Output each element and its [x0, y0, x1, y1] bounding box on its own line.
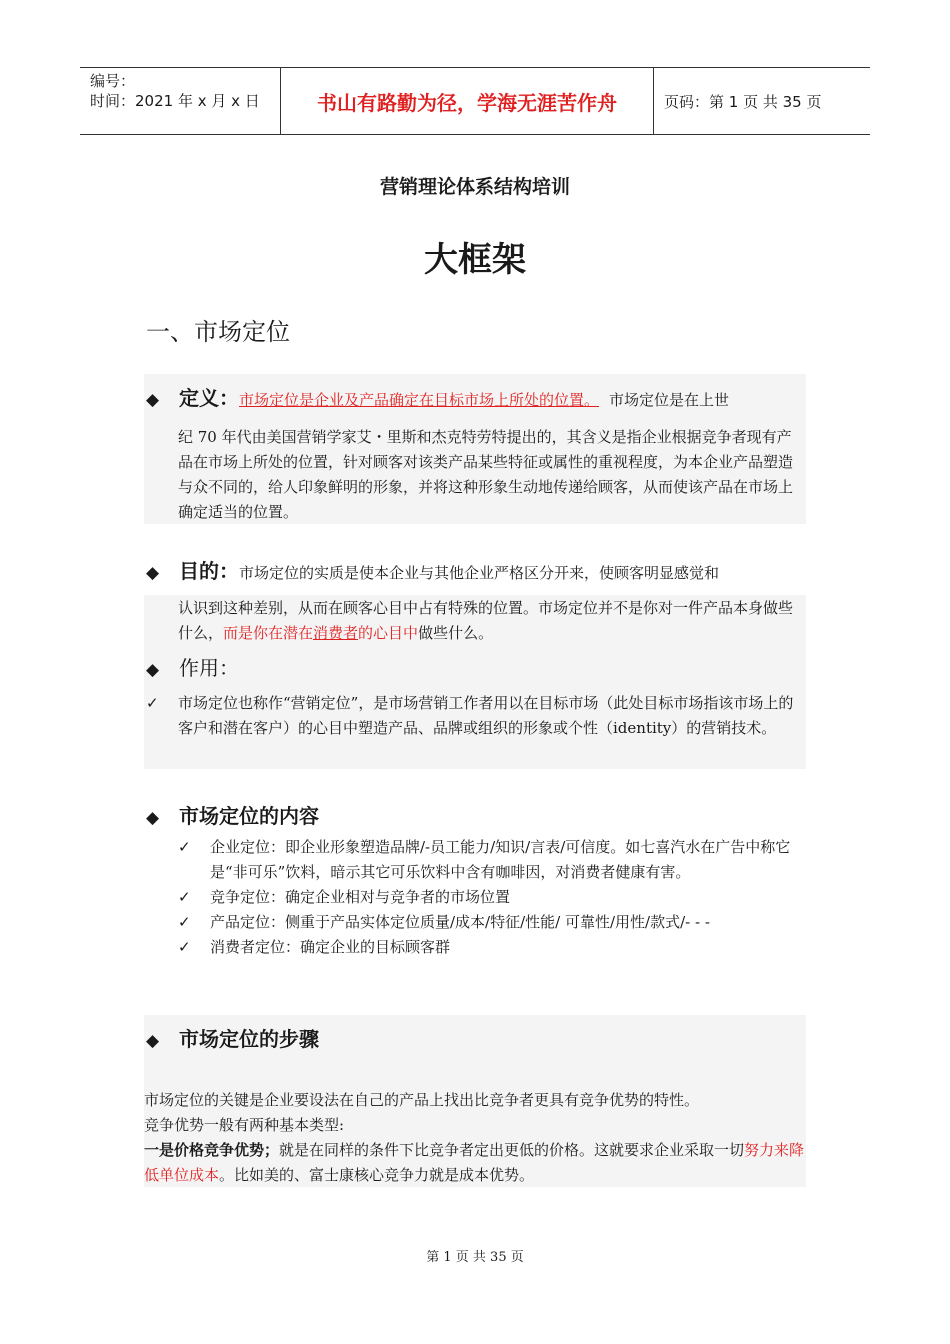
- content-block: [146, 804, 806, 960]
- steps-heading: 市场定位的步骤: [179, 1027, 319, 1051]
- definition-line1: 市场定位是在上世: [609, 391, 730, 409]
- list-item: ✓ 竞争定位：确定企业相对与竞争者的市场位置: [178, 885, 806, 910]
- diamond-bullet-icon: ◆: [146, 390, 160, 410]
- list-item: ✓ 产品定位：侧重于产品实体定位质量/成本/特征/性能/ 可靠性/用性/款式/- - -: [178, 910, 806, 935]
- effect-block: [146, 656, 806, 741]
- check-icon: ✓: [178, 938, 191, 956]
- header-page-info: 页码：第 1 页 共 35 页: [664, 92, 822, 111]
- page-title: 大框架: [424, 240, 526, 280]
- diamond-bullet-icon: ◆: [146, 808, 160, 828]
- check-icon: ✓: [178, 838, 191, 856]
- steps-block: [146, 1027, 806, 1054]
- check-icon: ✓: [178, 888, 191, 906]
- effect-term: 作用：: [179, 656, 239, 680]
- diamond-bullet-icon: ◆: [146, 660, 160, 680]
- definition-body: 纪 70 年代由美国营销学家艾・里斯和杰克特劳特提出的，其含义是指企业根据竞争者现有产品在市场上所处的位置，针对顾客对该类产品某些特征或属性的重视程度，为本企业产品塑造与众不同的，给人印象鲜明的形象，并将这种形象生动地传递给顾客，从而使该产品在市场上确定适当的位置。: [178, 428, 794, 521]
- check-icon: ✓: [146, 694, 159, 712]
- list-item: ✓ 消费者定位：确定企业的目标顾客群: [178, 935, 806, 960]
- header-number: 编号：: [90, 72, 136, 90]
- document-header: [80, 67, 870, 135]
- header-motto: 书山有路勤为径，学海无涯苦作舟: [281, 68, 654, 134]
- diamond-bullet-icon: ◆: [146, 1031, 160, 1051]
- purpose-term: 目的：: [179, 559, 239, 583]
- definition-term: 定义：: [179, 386, 239, 410]
- diamond-bullet-icon: ◆: [146, 563, 160, 583]
- page-subtitle: 营销理论体系结构培训: [379, 176, 570, 198]
- purpose-block: [146, 559, 806, 646]
- list-item: ✓ 企业定位：即企业形象塑造品牌/-员工能力/知识/言表/可信度。如七喜汽水在广告中称它是“非可乐”饮料，暗示其它可乐饮料中含有咖啡因，对消费者健康有害。: [178, 835, 806, 885]
- purpose-line1: 市场定位的实质是使本企业与其他企业严格区分开来，使顾客明显感觉和: [239, 564, 720, 582]
- header-time: 时间：2021 年 x 月 x 日: [90, 92, 260, 110]
- definition-highlight: 市场定位是企业及产品确定在目标市场上所处的位置。: [239, 391, 600, 409]
- steps-body: 市场定位的关键是企业要设法在自己的产品上找出比竞争者更具有竞争优势的特性。 竞争优势一般有两种基本类型: 一是价格竞争优势；就是在同样的条件下比竞争者定出更低的价格。这就要求企业采取一切努力来降低单位成本。比如美的、富士康核心竞争力就是成本优势。: [144, 1091, 805, 1184]
- content-heading: 市场定位的内容: [179, 804, 319, 828]
- effect-text: 市场定位也称作“营销定位”，是市场营销工作者用以在目标市场（此处目标市场指该市场上的客户和潜在客户）的心目中塑造产品、品牌或组织的形象或个性（identity）的营销技术。: [178, 694, 794, 737]
- purpose-body: 认识到这种差别，从而在顾客心目中占有特殊的位置。市场定位并不是你对一件产品本身做些什么，而是你在潜在消费者的心目中做些什么。: [178, 599, 794, 642]
- definition-block: [146, 386, 806, 525]
- header-meta: [80, 68, 281, 134]
- check-icon: ✓: [178, 913, 191, 931]
- section-heading: 一、市场定位: [146, 318, 290, 346]
- page-footer: 第 1 页 共 35 页: [426, 1250, 524, 1265]
